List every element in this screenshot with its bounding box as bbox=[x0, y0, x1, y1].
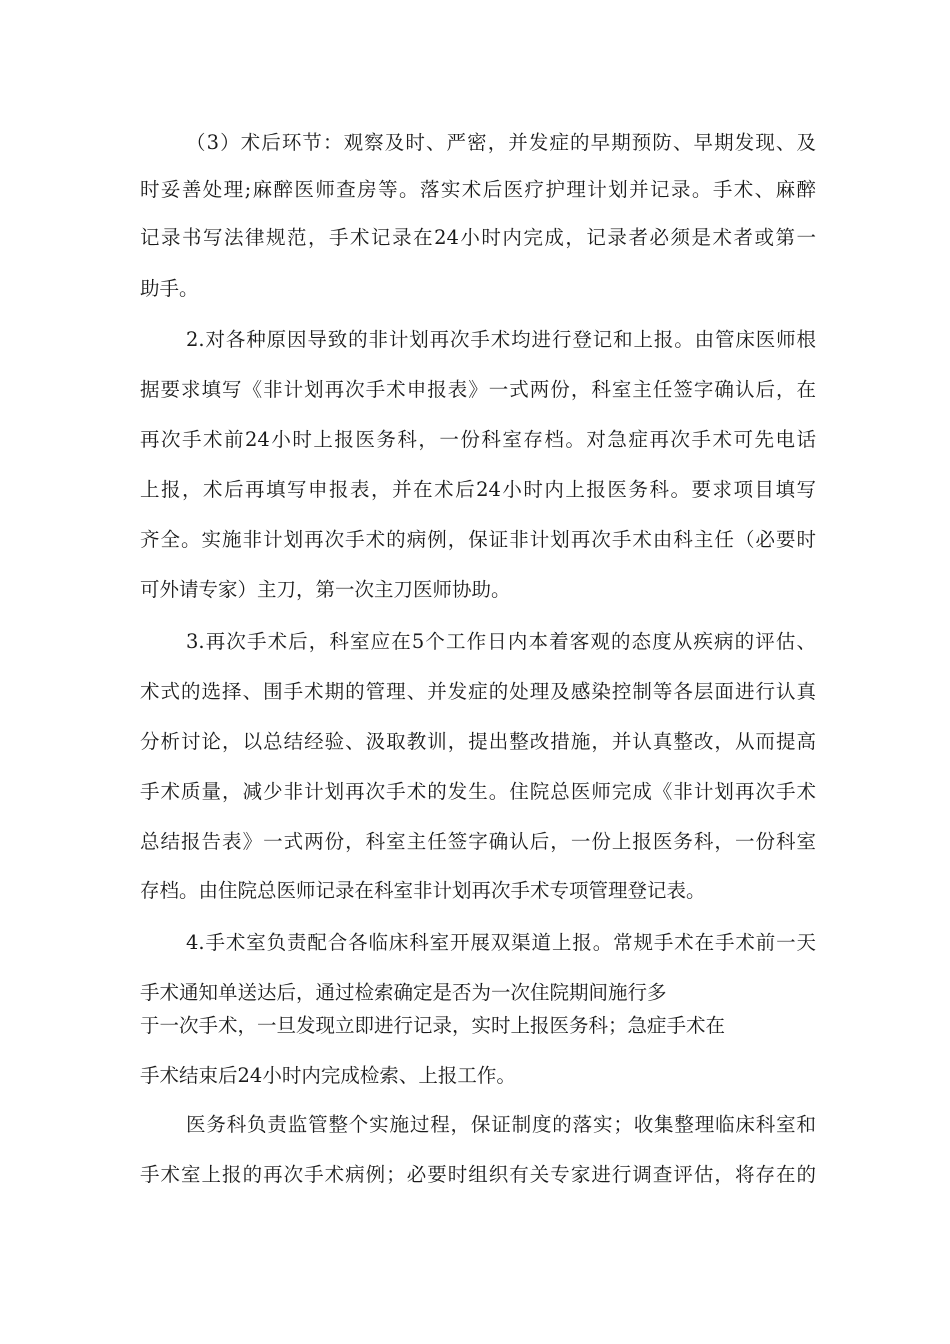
text-line: 总结报告表》一式两份，科室主任签字确认后，一份上报医务科，一份科室 bbox=[140, 830, 816, 853]
text-line: 时妥善处理;麻醉医师查房等。落实术后医疗护理计划并记录。手术、麻醉 bbox=[140, 178, 816, 201]
text-line: 分析讨论，以总结经验、汲取教训，提出整改措施，并认真整改，从而提高 bbox=[140, 730, 816, 753]
text-line: 手术质量，减少非计划再次手术的发生。住院总医师完成《非计划再次手术 bbox=[140, 780, 816, 803]
text-line: 4.手术室负责配合各临床科室开展双渠道上报。常规手术在手术前一天 bbox=[186, 931, 816, 954]
text-line: （3）术后环节：观察及时、严密，并发症的早期预防、早期发现、及 bbox=[186, 131, 816, 154]
text-line: 据要求填写《非计划再次手术申报表》一式两份，科室主任签字确认后，在 bbox=[140, 378, 816, 401]
text-line: 医务科负责监管整个实施过程，保证制度的落实；收集整理临床科室和 bbox=[186, 1113, 816, 1136]
text-line: 手术室上报的再次手术病例；必要时组织有关专家进行调查评估，将存在的 bbox=[140, 1163, 816, 1186]
text-line: 再次手术前24小时上报医务科，一份科室存档。对急症再次手术可先电话 bbox=[140, 428, 816, 451]
text-line: 上报，术后再填写申报表，并在术后24小时内上报医务科。要求项目填写 bbox=[140, 478, 816, 501]
text-line: 助手。 bbox=[140, 277, 199, 300]
text-line: 2.对各种原因导致的非计划再次手术均进行登记和上报。由管床医师根 bbox=[186, 328, 816, 351]
text-line: 手术通知单送达后，通过检索确定是否为一次住院期间施行多 bbox=[140, 981, 667, 1004]
text-line: 记录书写法律规范，手术记录在24小时内完成，记录者必须是术者或第一 bbox=[140, 226, 816, 249]
text-line: 术式的选择、围手术期的管理、并发症的处理及感染控制等各层面进行认真 bbox=[140, 680, 816, 703]
text-line: 齐全。实施非计划再次手术的病例，保证非计划再次手术由科主任（必要时 bbox=[140, 528, 816, 551]
text-line: 于一次手术，一旦发现立即进行记录，实时上报医务科；急症手术在 bbox=[140, 1014, 726, 1037]
text-line: 可外请专家）主刀，第一次主刀医师协助。 bbox=[140, 578, 511, 601]
text-line: 手术结束后24小时内完成检索、上报工作。 bbox=[140, 1064, 516, 1087]
text-line: 存档。由住院总医师记录在科室非计划再次手术专项管理登记表。 bbox=[140, 879, 706, 902]
text-line: 3.再次手术后，科室应在5个工作日内本着客观的态度从疾病的评估、 bbox=[186, 630, 816, 653]
